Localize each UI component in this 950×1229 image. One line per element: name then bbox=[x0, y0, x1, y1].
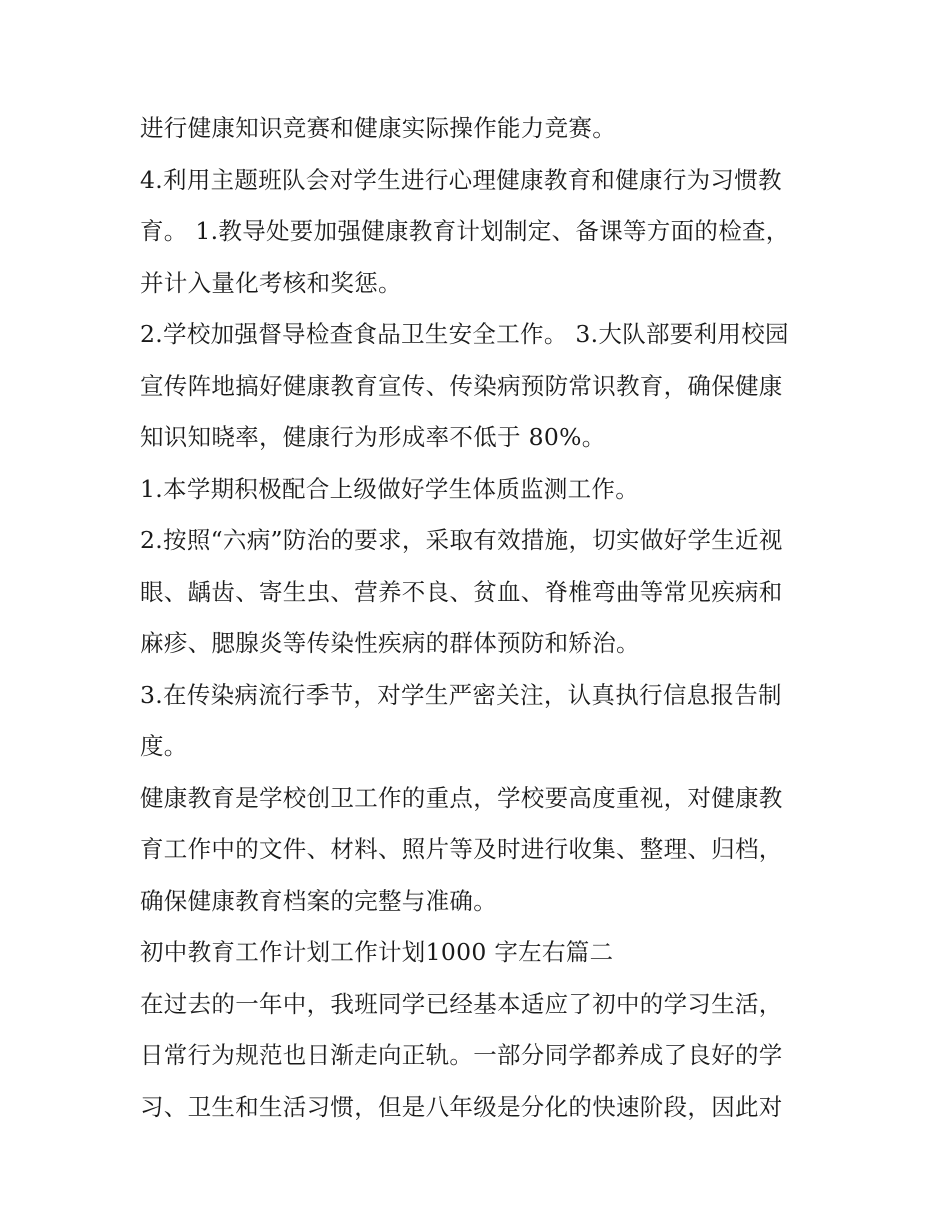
text-line: 2.按照“六病”防治的要求，采取有效措施，切实做好学生近视 bbox=[140, 526, 783, 554]
text-line: 1.本学期积极配合上级做好学生体质监测工作。 bbox=[140, 474, 640, 503]
text-line: 育工作中的文件、材料、照片等及时进行收集、整理、归档， bbox=[140, 835, 783, 863]
text-line: 进行健康知识竞赛和健康实际操作能力竞赛。 bbox=[140, 114, 616, 142]
text-line: 度。 bbox=[140, 732, 188, 760]
text-line: 并计入量化考核和奖惩。 bbox=[140, 268, 402, 297]
text-line: 在过去的一年中，我班同学已经基本适应了初中的学习生活， bbox=[140, 989, 783, 1018]
text-line: 育。 1.教导处要加强健康教育计划制定、备课等方面的检查， bbox=[140, 217, 790, 245]
text-line: 习、卫生和生活习惯，但是八年级是分化的快速阶段，因此对 bbox=[140, 1092, 783, 1121]
section-heading: 初中教育工作计划工作计划1000 字左右篇二 bbox=[140, 938, 614, 966]
text-line: 确保健康教育档案的完整与准确。 bbox=[140, 886, 497, 915]
text-line: 宣传阵地搞好健康教育宣传、传染病预防常识教育，确保健康 bbox=[140, 371, 783, 400]
text-line: 眼、龋齿、寄生虫、营养不良、贫血、脊椎弯曲等常见疾病和 bbox=[140, 577, 783, 606]
text-line: 3.在传染病流行季节，对学生严密关注，认真执行信息报告制 bbox=[140, 680, 782, 709]
text-line: 4.利用主题班队会对学生进行心理健康教育和健康行为习惯教 bbox=[140, 165, 782, 194]
text-line: 知识知晓率，健康行为形成率不低于 80%。 bbox=[140, 423, 606, 451]
text-line: 日常行为规范也日渐走向正轨。一部分同学都养成了良好的学 bbox=[140, 1041, 783, 1069]
text-line: 麻疹、腮腺炎等传染性疾病的群体预防和矫治。 bbox=[140, 629, 640, 657]
text-line: 2.学校加强督导检查食品卫生安全工作。 3.大队部要利用校园 bbox=[140, 320, 789, 348]
text-line: 健康教育是学校创卫工作的重点，学校要高度重视，对健康教 bbox=[140, 783, 783, 812]
document-body bbox=[140, 103, 820, 1133]
